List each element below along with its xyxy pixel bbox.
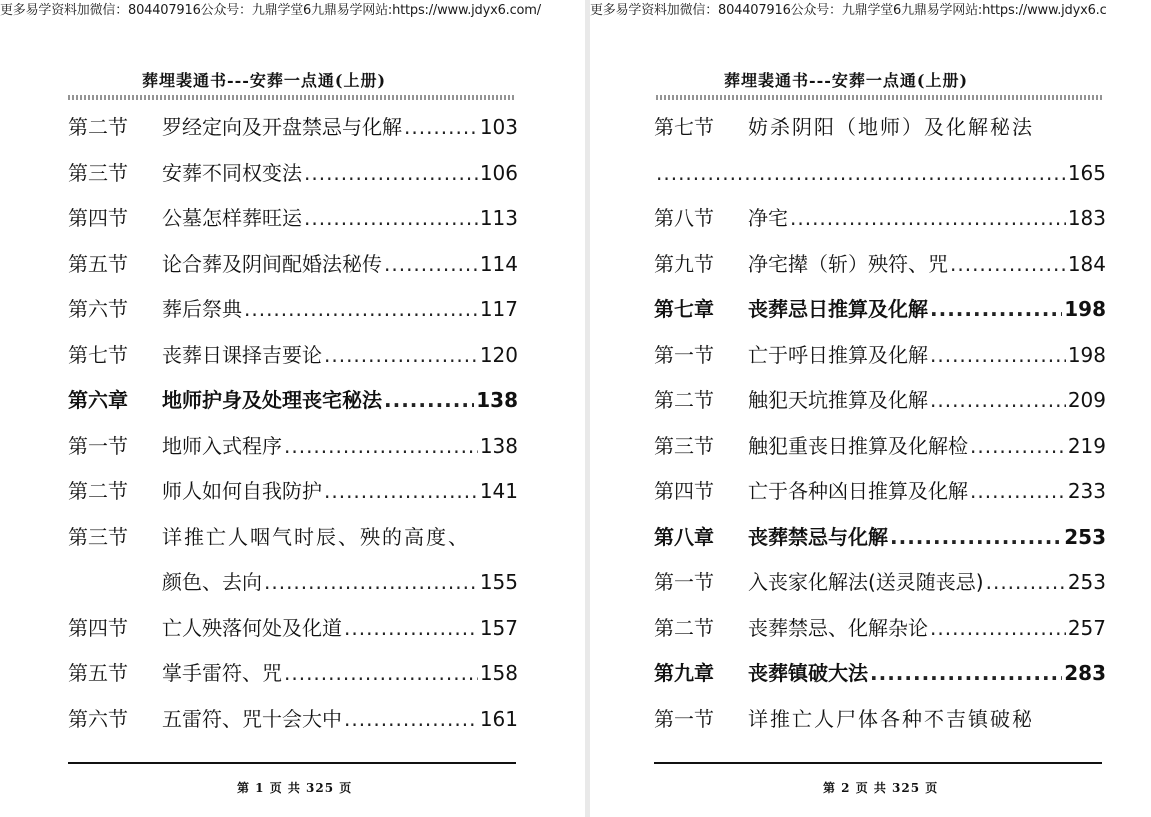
toc-label: 第八节 [654, 206, 714, 230]
toc-label: 第四节 [68, 206, 128, 230]
toc-label: 第六章 [68, 388, 128, 412]
leader-dots [930, 333, 1066, 379]
toc-entry[interactable] [654, 196, 1106, 242]
toc-page-number: 253 [1067, 570, 1106, 594]
toc-label: 第九章 [654, 661, 714, 685]
leader-dots [970, 469, 1066, 515]
toc-label: 第二节 [654, 388, 714, 412]
watermark-banner: 更多易学资料加微信：804407916公众号：九鼎学堂6九鼎易学网站:https://www.jdyx6.c [590, 3, 1107, 18]
leader-dots [344, 697, 478, 743]
toc-title: 师人如何自我防护 [162, 479, 322, 503]
toc-entry[interactable] [68, 697, 518, 743]
toc-page-number: 103 [479, 115, 518, 139]
toc-page-number: 198 [1067, 342, 1106, 367]
toc-title: 颜色、去向 [162, 570, 262, 594]
toc-label: 第八章 [654, 524, 714, 549]
toc-title: 丧葬忌日推算及化解 [748, 297, 928, 321]
toc-label: 第七章 [654, 297, 714, 321]
toc-entry[interactable] [68, 287, 518, 333]
toc-chapter-entry[interactable] [68, 378, 518, 424]
leader-dots [930, 378, 1066, 424]
toc-page-number: 253 [1064, 524, 1106, 549]
running-head: 葬埋裴通书---安葬一点通(上册) [142, 71, 387, 90]
leader-dots [890, 515, 1062, 561]
toc-page-number: 161 [479, 706, 518, 731]
toc-title: 葬后祭典 [162, 297, 242, 321]
header-rule [656, 95, 1104, 100]
toc-page-number: 165 [1067, 160, 1106, 185]
toc-entry[interactable] [654, 424, 1106, 470]
toc-entry[interactable] [654, 560, 1106, 606]
toc-label: 第六节 [68, 706, 128, 731]
toc-label: 第一节 [654, 570, 714, 594]
leader-dots [930, 606, 1066, 652]
leader-dots [384, 378, 474, 424]
toc-label: 第三节 [654, 433, 714, 458]
toc-label: 第二节 [654, 615, 714, 640]
leader-dots [986, 560, 1066, 606]
toc-title: 净宅 [748, 206, 788, 230]
toc-title: 触犯重丧日推算及化解检 [748, 433, 968, 458]
toc-label: 第六节 [68, 297, 128, 321]
toc-page-number: 155 [479, 570, 518, 594]
toc-entry[interactable] [654, 697, 1106, 743]
toc-page-number: 113 [479, 206, 518, 230]
toc-label: 第一节 [68, 433, 128, 458]
leader-dots [264, 560, 478, 606]
toc-label: 第四节 [654, 479, 714, 503]
leader-dots [970, 424, 1066, 470]
toc-chapter-entry[interactable] [654, 515, 1106, 561]
toc-title: 妨杀阴阳（地师）及化解秘法 [748, 115, 1034, 139]
toc-label: 第一节 [654, 706, 714, 731]
toc-list [654, 105, 1106, 742]
toc-page-number: 141 [479, 479, 518, 503]
toc-page-number: 183 [1067, 206, 1106, 230]
toc-entry[interactable] [68, 333, 518, 379]
toc-title: 地师护身及处理丧宅秘法 [162, 388, 382, 412]
toc-label: 第二节 [68, 479, 128, 503]
toc-page-number: 283 [1064, 661, 1106, 685]
toc-page-number: 233 [1067, 479, 1106, 503]
toc-title: 丧葬日课择吉要论 [162, 342, 322, 367]
leader-dots [304, 151, 478, 197]
toc-title: 地师入式程序 [162, 433, 282, 458]
toc-entry[interactable] [654, 469, 1106, 515]
leader-dots [950, 242, 1066, 288]
page-footer: 第 2 页 共 325 页 [823, 781, 939, 795]
toc-chapter-entry[interactable] [654, 287, 1106, 333]
toc-entry[interactable] [68, 105, 518, 151]
toc-label: 第三节 [68, 524, 128, 549]
toc-title: 丧葬禁忌、化解杂论 [748, 615, 928, 640]
leader-dots [284, 651, 478, 697]
toc-entry[interactable] [68, 424, 518, 470]
toc-title: 亡人殃落何处及化道 [162, 615, 342, 640]
watermark-banner: 更多易学资料加微信：804407916公众号：九鼎学堂6九鼎易学网站:https://www.jdyx6.com/ [0, 3, 541, 18]
leader-dots [324, 469, 478, 515]
toc-title: 净宅撵（斩）殃符、咒 [748, 251, 948, 276]
toc-entry[interactable] [68, 606, 518, 652]
toc-entry[interactable] [68, 651, 518, 697]
toc-title: 安葬不同权变法 [162, 160, 302, 185]
toc-entry[interactable] [654, 242, 1106, 288]
toc-title: 公墓怎样葬旺运 [162, 206, 302, 230]
toc-page-number: 198 [1064, 297, 1106, 321]
leader-dots [344, 606, 478, 652]
toc-page-number: 209 [1067, 388, 1106, 412]
toc-page-number: 219 [1067, 433, 1106, 458]
toc-page-number: 120 [479, 342, 518, 367]
toc-title: 入丧家化解法(送灵随丧忌) [748, 570, 984, 594]
toc-entry[interactable] [68, 515, 518, 561]
leader-dots [324, 333, 478, 379]
toc-page-number: 106 [479, 160, 518, 185]
toc-page-number: 138 [476, 388, 518, 412]
leader-dots [790, 196, 1066, 242]
leader-dots [304, 196, 478, 242]
toc-page-number: 157 [479, 615, 518, 640]
toc-entry[interactable] [68, 196, 518, 242]
toc-entry[interactable] [654, 606, 1106, 652]
toc-chapter-entry[interactable] [654, 651, 1106, 697]
toc-entry[interactable] [654, 105, 1106, 151]
toc-label: 第一节 [654, 342, 714, 367]
toc-page-number: 117 [479, 297, 518, 321]
leader-dots [404, 105, 478, 151]
toc-title: 掌手雷符、咒 [162, 661, 282, 685]
toc-list [68, 105, 518, 742]
leader-dots [384, 242, 478, 288]
toc-label: 第五节 [68, 661, 128, 685]
toc-entry[interactable] [654, 333, 1106, 379]
leader-dots [244, 287, 478, 333]
leader-dots [870, 651, 1062, 697]
toc-title: 丧葬禁忌与化解 [748, 524, 888, 549]
leader-dots [930, 287, 1062, 333]
toc-page-number: 257 [1067, 615, 1106, 640]
toc-title: 丧葬镇破大法 [748, 661, 868, 685]
toc-page-number: 158 [479, 661, 518, 685]
toc-title: 五雷符、咒十会大中 [162, 706, 342, 731]
toc-label: 第四节 [68, 615, 128, 640]
toc-entry[interactable] [68, 242, 518, 288]
toc-title: 亡于各种凶日推算及化解 [748, 479, 968, 503]
toc-entry[interactable] [68, 469, 518, 515]
header-rule [68, 95, 516, 100]
toc-label: 第五节 [68, 251, 128, 276]
footer-rule [654, 762, 1102, 764]
toc-title: 亡于呼日推算及化解 [748, 342, 928, 367]
toc-title: 论合葬及阴间配婚法秘传 [162, 251, 382, 276]
toc-page-number: 184 [1067, 251, 1106, 276]
toc-page-number: 138 [479, 433, 518, 458]
page-footer: 第 1 页 共 325 页 [237, 781, 353, 795]
toc-title: 触犯天坑推算及化解 [748, 388, 928, 412]
leader-dots [284, 424, 478, 470]
running-head: 葬埋裴通书---安葬一点通(上册) [724, 71, 969, 90]
toc-entry-continuation[interactable] [654, 151, 1106, 197]
toc-label: 第七节 [654, 115, 714, 139]
toc-title: 详推亡人尸体各种不吉镇破秘 [748, 706, 1034, 731]
toc-label: 第三节 [68, 160, 128, 185]
right-page [590, 0, 1151, 817]
toc-entry[interactable] [654, 378, 1106, 424]
toc-label: 第七节 [68, 342, 128, 367]
footer-rule [68, 762, 516, 764]
toc-title: 详推亡人咽气时辰、殃的高度、 [162, 524, 470, 549]
toc-label: 第二节 [68, 115, 128, 139]
toc-page-number: 114 [479, 251, 518, 276]
toc-label: 第九节 [654, 251, 714, 276]
toc-entry-continuation[interactable] [68, 560, 518, 606]
toc-entry[interactable] [68, 151, 518, 197]
toc-title: 罗经定向及开盘禁忌与化解 [162, 115, 402, 139]
leader-dots [656, 151, 1066, 197]
